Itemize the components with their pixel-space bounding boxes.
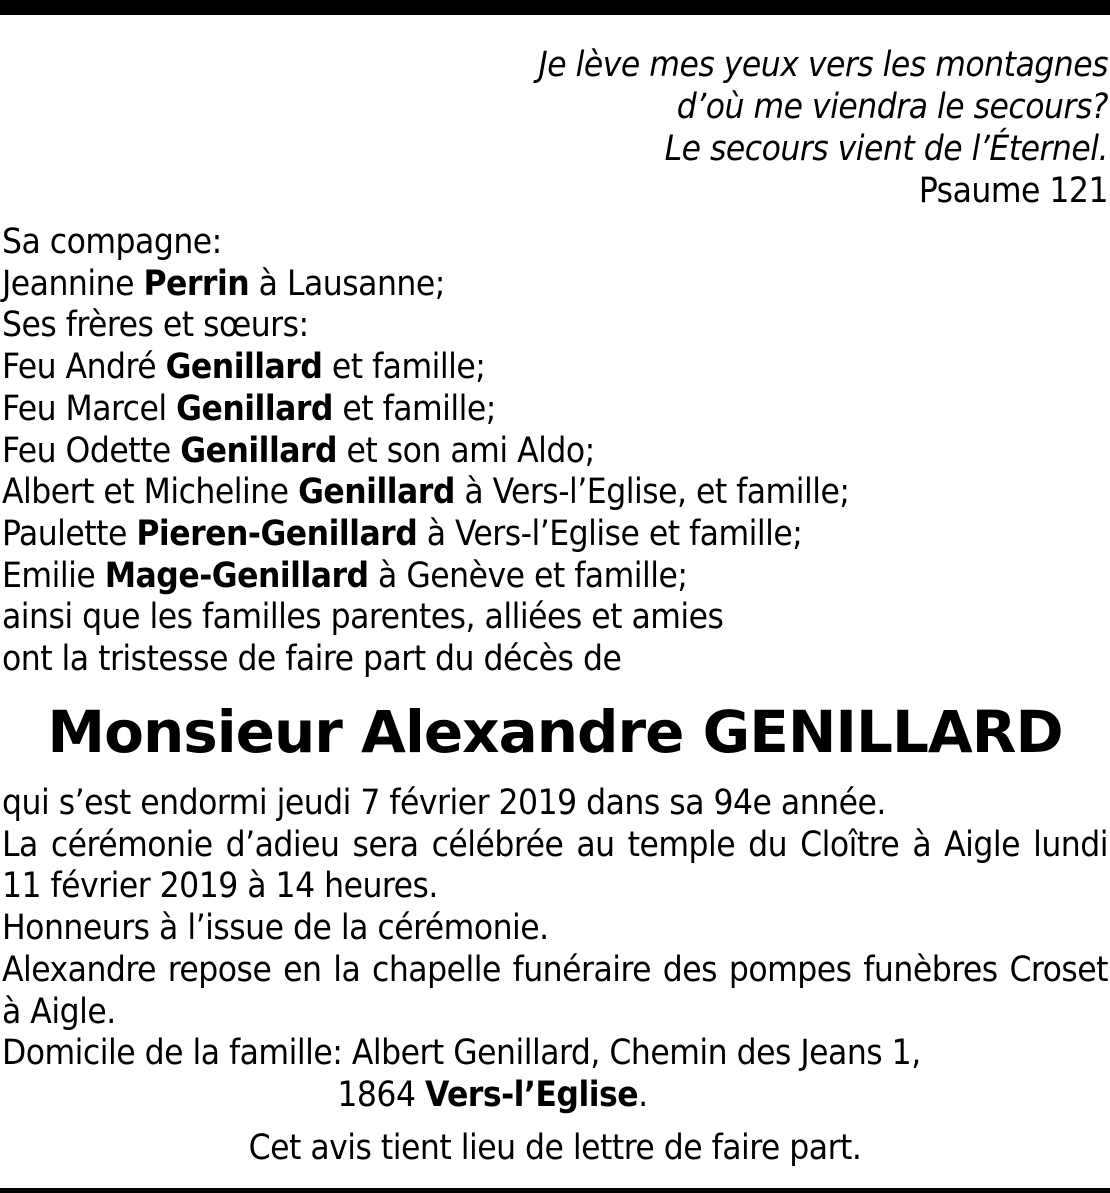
verse-line: Le secours vient de l’Éternel. [664,129,1108,169]
verse-line: Je lève mes yeux vers les montagnes [538,45,1108,85]
postcode: 1864 [337,1075,425,1115]
verse-reference: Psaume 121 [918,171,1108,211]
deceased-name: Monsieur Alexandre GENILLARD [47,698,1063,766]
family-line: Emilie Mage-Genillard à Genève et famille; [2,555,688,596]
family-list [2,222,849,681]
domicile-city-line: 1864 Vers-l’Eglise. [337,1075,648,1115]
family-surname: Mage-Genillard [104,555,369,596]
family-line: Feu André Genillard et famille; [2,347,486,388]
family-surname: Genillard [165,347,323,388]
family-line: Feu Odette Genillard et son ami Aldo; [2,430,595,471]
honours-text: Honneurs à l’issue de la cérémonie. [2,908,549,949]
announcement-details [2,783,1108,1075]
family-line: ainsi que les familles parentes, alliées et amies [2,597,724,638]
city-name: Vers-l’Eglise [424,1075,639,1115]
family-line: Ses frères et sœurs: [2,305,309,346]
family-line: Sa compagne: [2,222,222,262]
rest-text: Alexandre repose en la chapelle funéraire des pompes funèbres Croset à Aigle. [2,949,1108,1032]
psalm-verse [538,44,1108,212]
family-line: Feu Marcel Genillard et famille; [2,388,496,429]
family-surname: Genillard [180,430,338,471]
ceremony-text: La cérémonie d’adieu sera célébrée au temple du Cloître à Aigle lundi 11 février 2019 à 14 heures. [2,824,1108,907]
top-rule [0,0,1110,15]
passing-line: qui s’est endormi jeudi 7 février 2019 dans sa 94e année. [2,783,886,823]
family-surname: Pieren-Genillard [136,513,418,554]
verse-line: d’où me viendra le secours? [676,87,1108,127]
family-line: Jeannine Perrin à Lausanne; [2,263,445,304]
notice-text: Cet avis tient lieu de lettre de faire part. [248,1128,862,1168]
family-surname: Genillard [298,472,455,513]
family-surname: Genillard [176,388,333,429]
family-line: ont la tristesse de faire part du décès de [2,639,622,680]
domicile-text: Domicile de la famille: Albert Genillard, Chemin des Jeans 1, [2,1033,921,1074]
family-line: Albert et Micheline Genillard à Vers-l’Eglise, et famille; [2,472,850,513]
bottom-rule [0,1188,1110,1193]
family-line: Paulette Pieren-Genillard à Vers-l’Eglise et famille; [2,513,803,554]
family-surname: Perrin [143,263,250,304]
